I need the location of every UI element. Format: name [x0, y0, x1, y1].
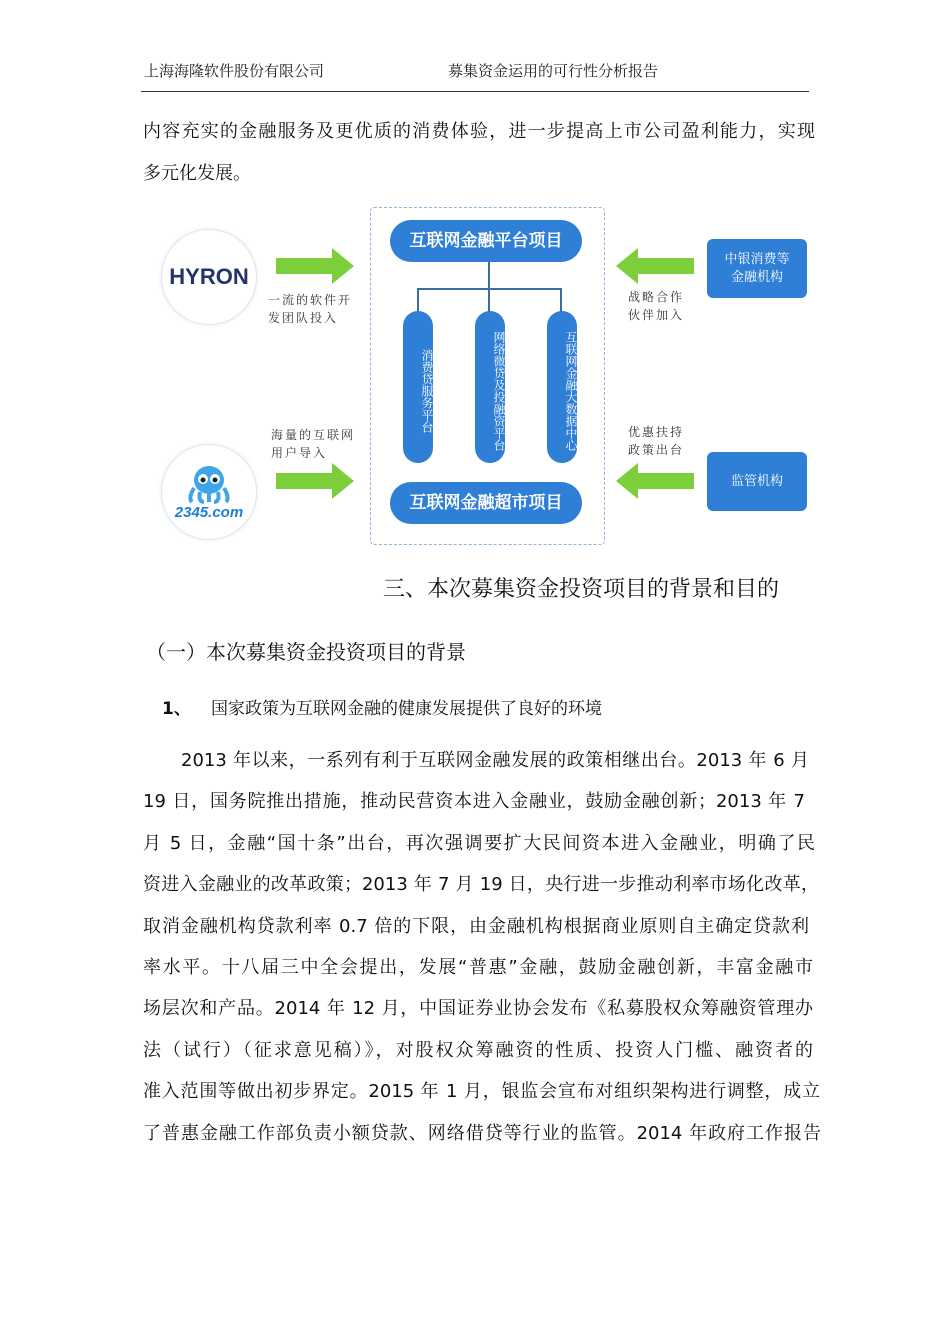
left-arrow-icon [616, 248, 694, 284]
note-policy-support: 优惠扶持 政策出台 [628, 425, 685, 457]
connector-line [417, 288, 419, 312]
header-report-title: 募集资金运用的可行性分析报告 [448, 62, 659, 80]
intro-line: 多元化发展。 [143, 163, 251, 184]
paragraph-line: 场层次和产品。2014 年 12 月，中国证券业协会发布《私募股权众筹融资管理办 [143, 998, 813, 1019]
financial-institutions-box: 中银消费等 金融机构 [707, 239, 807, 298]
right-arrow-icon [276, 248, 354, 284]
note-software-team: 一流的软件开 发团队投入 [268, 293, 353, 325]
paragraph-line: 了普惠金融工作部负责小额贷款、网络借贷等行业的监管。2014 年政府工作报告 [143, 1123, 821, 1144]
2345-logo: 2345.com [161, 444, 257, 540]
top-project-pill: 互联网金融平台项目 [390, 220, 582, 262]
left-arrow-icon [616, 463, 694, 499]
paragraph-line: 2013 年以来，一系列有利于互联网金融发展的政策相继出台。2013 年 6 月 [181, 750, 810, 771]
header-divider [141, 91, 809, 92]
paragraph-line: 资进入金融业的改革政策；2013 年 7 月 19 日，央行进一步推动利率市场化改革， [143, 874, 819, 895]
connector-line [560, 288, 562, 312]
octopus-mascot-icon [186, 464, 232, 504]
paragraph-line: 19 日，国务院推出措施，推动民营资本进入金融业，鼓励金融创新；2013 年 7 [143, 791, 805, 812]
bottom-project-pill: 互联网金融超市项目 [390, 482, 582, 524]
platform-pill: 网络微贷及投融资平台 [475, 311, 505, 463]
note-strategic-partners: 战略合作 伙伴加入 [628, 290, 685, 322]
intro-line: 内容充实的金融服务及更优质的消费体验，进一步提高上市公司盈利能力，实现 [143, 121, 815, 142]
section-title: 三、本次募集资金投资项目的背景和目的 [383, 577, 780, 602]
paragraph-line: 准入范围等做出初步界定。2015 年 1 月，银监会宣布对组织架构进行调整，成立 [143, 1081, 820, 1102]
paragraph-line: 月 5 日，金融“国十条”出台，再次强调要扩大民间资本进入金融业，明确了民 [143, 833, 815, 854]
paragraph-line: 率水平。十八届三中全会提出，发展“普惠”金融，鼓励金融创新，丰富金融市 [143, 957, 813, 978]
platform-pill: 消费贷服务平台 [403, 311, 433, 463]
subsection-title: （一）本次募集资金投资项目的背景 [146, 640, 466, 664]
paragraph-line: 取消金融机构贷款利率 0.7 倍的下限，由金融机构根据商业原则自主确定贷款利 [143, 916, 809, 937]
hyron-logo: HYRON [161, 229, 257, 325]
platform-pill: 互联网金融大数据中心 [547, 311, 577, 463]
item-title: 国家政策为互联网金融的健康发展提供了良好的环境 [211, 699, 602, 719]
header-company: 上海海隆软件股份有限公司 [144, 62, 325, 80]
connector-line [417, 288, 561, 290]
note-internet-users: 海量的互联网 用户导入 [271, 428, 356, 460]
regulator-box: 监管机构 [707, 452, 807, 511]
connector-line [488, 262, 490, 312]
paragraph-line: 法（试行）（征求意见稿）》，对股权众筹融资的性质、投资人门槛、融资者的 [143, 1040, 813, 1061]
item-number: 1、 [162, 699, 191, 719]
right-arrow-icon [276, 463, 354, 499]
